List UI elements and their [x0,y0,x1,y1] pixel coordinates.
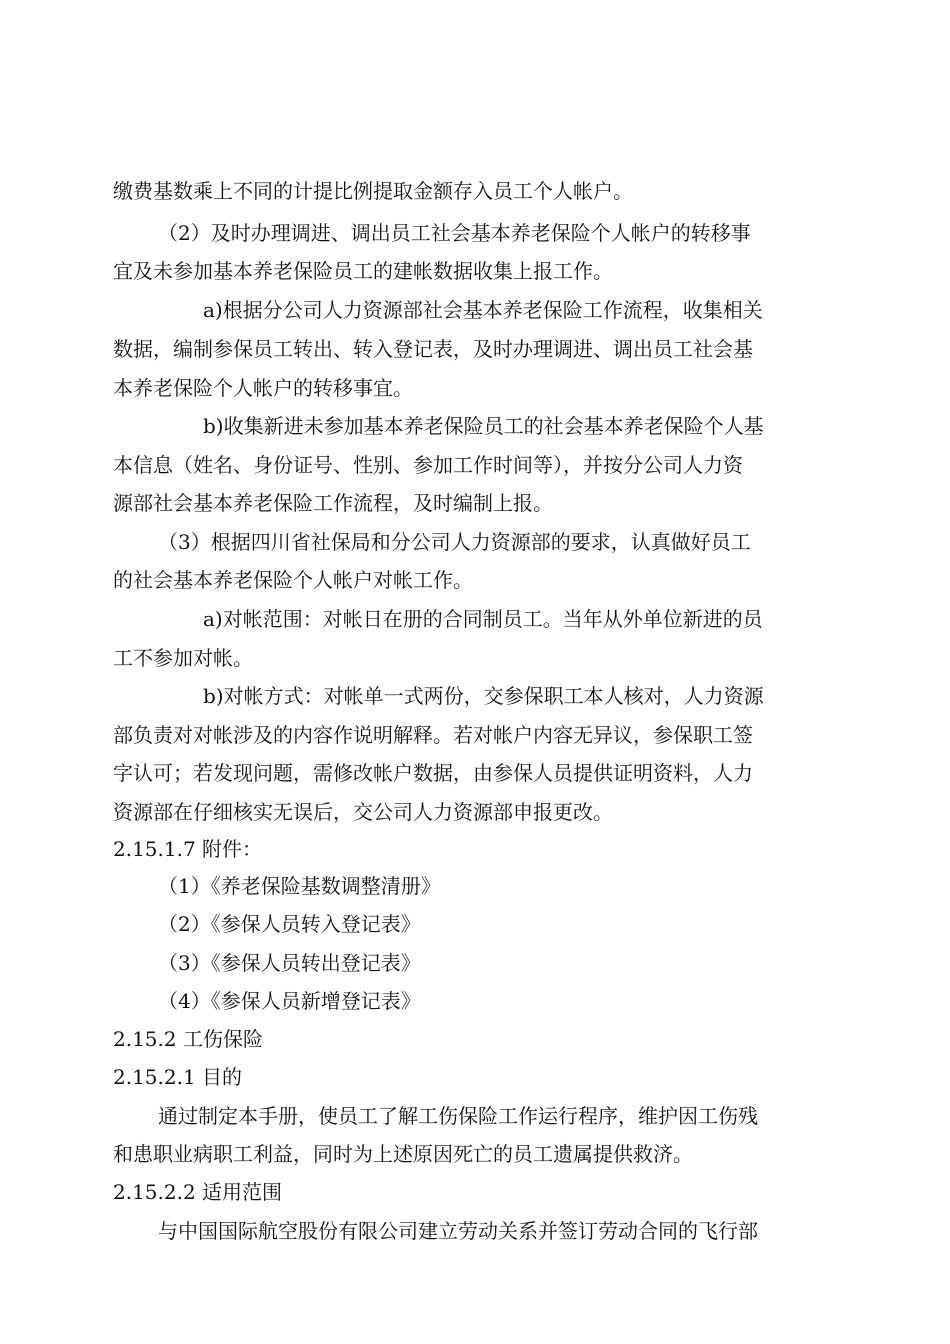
body-text-line: 与中国国际航空股份有限公司建立劳动关系并签订劳动合同的飞行部 [158,1219,758,1243]
body-text-line: 工不参加对帐。 [113,646,253,670]
section-heading: 2.15.2 工伤保险 [113,1027,263,1051]
body-text-line: 的社会基本养老保险个人帐户对帐工作。 [113,568,473,592]
attachment-item: （2）《参保人员转入登记表》 [158,912,421,936]
body-text-line: 字认可；若发现问题，需修改帐户数据，由参保人员提供证明资料，人力 [113,761,753,785]
attachment-item: （4）《参保人员新增登记表》 [158,989,421,1013]
body-text-line: 宜及未参加基本养老保险员工的建帐数据收集上报工作。 [113,259,613,283]
section-heading: 2.15.2.1 目的 [113,1065,243,1089]
body-text-line: 资源部在仔细核实无误后，交公司人力资源部申报更改。 [113,800,613,824]
body-text-line: a)对帐范围：对帐日在册的合同制员工。当年从外单位新进的员 [203,607,763,631]
section-heading: 2.15.1.7 附件： [113,837,263,861]
body-text-line: 通过制定本手册，使员工了解工伤保险工作运行程序，维护因工伤残 [158,1104,758,1128]
body-text-line: （3）根据四川省社保局和分公司人力资源部的要求，认真做好员工 [158,530,751,554]
body-text-line: a)根据分公司人力资源部社会基本养老保险工作流程，收集相关 [203,298,763,322]
body-text-line: 和患职业病职工利益，同时为上述原因死亡的员工遗属提供救济。 [113,1142,693,1166]
attachment-item: （3）《参保人员转出登记表》 [158,951,421,975]
body-text-line: b)收集新进未参加基本养老保险员工的社会基本养老保险个人基 [203,414,764,438]
body-text-line: b)对帐方式：对帐单一式两份，交参保职工本人核对，人力资源 [203,684,764,708]
body-text-line: 源部社会基本养老保险工作流程，及时编制上报。 [113,491,553,515]
attachment-item: （1）《养老保险基数调整清册》 [158,874,441,898]
body-text-line: （2）及时办理调进、调出员工社会基本养老保险个人帐户的转移事 [158,221,751,245]
body-text-line: 部负责对对帐涉及的内容作说明解释。若对帐户内容无异议，参保职工签 [113,723,753,747]
body-text-line: 数据，编制参保员工转出、转入登记表，及时办理调进、调出员工社会基 [113,337,753,361]
body-text-line: 缴费基数乘上不同的计提比例提取金额存入员工个人帐户。 [113,179,633,203]
body-text-line: 本养老保险个人帐户的转移事宜。 [113,376,413,400]
body-text-line: 本信息（姓名、身份证号、性别、参加工作时间等），并按分公司人力资 [113,453,743,477]
section-heading: 2.15.2.2 适用范围 [113,1180,283,1204]
